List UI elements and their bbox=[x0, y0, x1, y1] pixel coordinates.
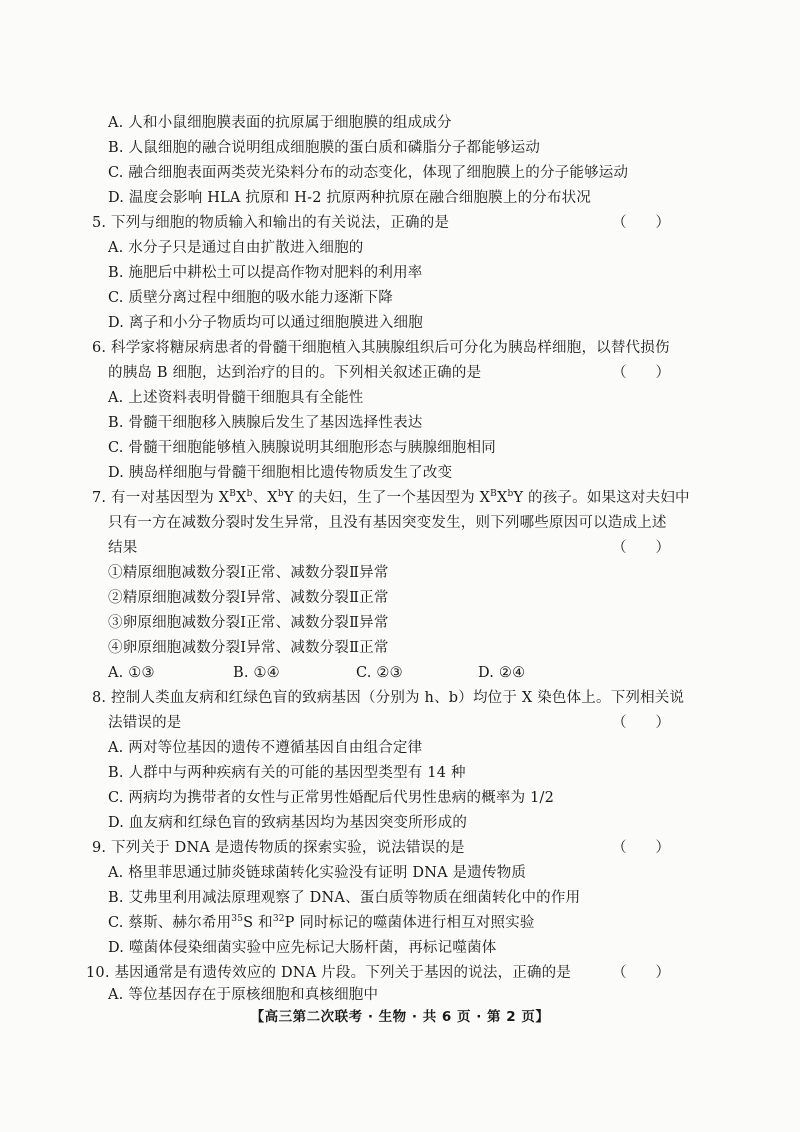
q6-option-d: D. 胰岛样细胞与骨髓干细胞相比遗传物质发生了改变 bbox=[108, 465, 453, 481]
q9-option-b: B. 艾弗里利用减法原理观察了 DNA、蛋白质等物质在细菌转化中的作用 bbox=[108, 890, 581, 906]
q7-choice-b: B. ①④ bbox=[233, 665, 280, 681]
q6-option-c: C. 骨髓干细胞能够植入胰腺说明其细胞形态与胰腺细胞相同 bbox=[108, 440, 496, 456]
q8-stem-line2: 法错误的是 bbox=[108, 715, 182, 731]
q4-option-a: A. 人和小鼠细胞膜表面的抗原属于细胞膜的组成成分 bbox=[108, 115, 452, 131]
q5-stem: 5. 下列与细胞的物质输入和输出的有关说法，正确的是 bbox=[92, 215, 450, 231]
q5-option-c: C. 质壁分离过程中细胞的吸水能力逐渐下降 bbox=[108, 290, 393, 306]
q7-stem-line1: 7. 有一对基因型为 $X^BX^b$、$X^bY$ 的夫妇，生了一个基因型为 $X^BX^bY$ 的孩子。如果这对夫妇中 bbox=[92, 489, 690, 506]
q7-choice-c: C. ②③ bbox=[356, 665, 403, 681]
q4-option-d: D. 温度会影响 HLA 抗原和 H-2 抗原两种抗原在融合细胞膜上的分布状况 bbox=[108, 190, 592, 206]
q7-answer-paren: （ ） bbox=[612, 540, 670, 556]
q7-item-2: ②精原细胞减数分裂Ⅰ异常、减数分裂Ⅱ正常 bbox=[108, 590, 389, 606]
q7-item-1: ①精原细胞减数分裂Ⅰ正常、减数分裂Ⅱ异常 bbox=[108, 565, 389, 581]
q9-stem: 9. 下列关于 DNA 是遗传物质的探索实验，说法错误的是 bbox=[92, 840, 465, 856]
q7-choice-d: D. ②④ bbox=[478, 665, 526, 681]
q8-answer-paren: （ ） bbox=[612, 715, 670, 731]
q6-option-b: B. 骨髓干细胞移入胰腺后发生了基因选择性表达 bbox=[108, 415, 423, 431]
q8-option-b: B. 人群中与两种疾病有关的可能的基因型类型有 14 种 bbox=[108, 765, 466, 781]
q4-option-b: B. 人鼠细胞的融合说明组成细胞膜的蛋白质和磷脂分子都能够运动 bbox=[108, 140, 541, 156]
q5-option-d: D. 离子和小分子物质均可以通过细胞膜进入细胞 bbox=[108, 315, 423, 331]
page-footer: 【高三第二次联考 · 生物 · 共 6 页 · 第 2 页】 bbox=[250, 1009, 550, 1025]
q5-option-a: A. 水分子只是通过自由扩散进入细胞的 bbox=[108, 240, 364, 256]
q6-stem-line2: 的胰岛 B 细胞，达到治疗的目的。下列相关叙述正确的是 bbox=[108, 365, 482, 381]
q8-option-a: A. 两对等位基因的遗传不遵循基因自由组合定律 bbox=[108, 740, 423, 756]
q10-answer-paren: （ ） bbox=[612, 965, 670, 981]
q4-option-c: C. 融合细胞表面两类荧光染料分布的动态变化，体现了细胞膜上的分子能够运动 bbox=[108, 165, 629, 181]
q10-option-a: A. 等位基因存在于原核细胞和真核细胞中 bbox=[108, 987, 379, 1003]
q8-stem-line1: 8. 控制人类血友病和红绿色盲的致病基因（分别为 h、b）均位于 X 染色体上。下列相关说 bbox=[92, 690, 685, 706]
q8-option-d: D. 血友病和红绿色盲的致病基因均为基因突变所形成的 bbox=[108, 815, 468, 831]
q5-option-b: B. 施肥后中耕松土可以提高作物对肥料的利用率 bbox=[108, 265, 423, 281]
q6-option-a: A. 上述资料表明骨髓干细胞具有全能性 bbox=[108, 390, 364, 406]
q9-option-c: C. 蔡斯、赫尔希用$^{35}$S 和$^{32}$P 同时标记的噬菌体进行相互对照实验 bbox=[108, 914, 535, 931]
q6-stem-line1: 6. 科学家将糖尿病患者的骨髓干细胞植入其胰腺组织后可分化为胰岛样细胞，以替代损伤 bbox=[92, 340, 670, 356]
q7-item-3: ③卵原细胞减数分裂Ⅰ正常、减数分裂Ⅱ异常 bbox=[108, 615, 389, 631]
q7-choice-a: A. ①③ bbox=[108, 665, 155, 681]
q8-option-c: C. 两病均为携带者的女性与正常男性婚配后代男性患病的概率为 1/2 bbox=[108, 790, 555, 806]
q7-item-4: ④卵原细胞减数分裂Ⅰ异常、减数分裂Ⅱ正常 bbox=[108, 640, 389, 656]
q7-stem-line3: 结果 bbox=[108, 540, 138, 556]
q9-option-d: D. 噬菌体侵染细菌实验中应先标记大肠杆菌，再标记噬菌体 bbox=[108, 940, 497, 956]
q6-answer-paren: （ ） bbox=[612, 365, 670, 381]
q5-answer-paren: （ ） bbox=[612, 215, 670, 231]
q9-answer-paren: （ ） bbox=[612, 840, 670, 856]
q10-stem: 10. 基因通常是有遗传效应的 DNA 片段。下列关于基因的说法，正确的是 bbox=[86, 965, 572, 981]
q7-stem-line2: 只有一方在减数分裂时发生异常，且没有基因突变发生，则下列哪些原因可以造成上述 bbox=[108, 515, 667, 531]
q9-option-a: A. 格里菲思通过肺炎链球菌转化实验没有证明 DNA 是遗传物质 bbox=[108, 865, 527, 881]
